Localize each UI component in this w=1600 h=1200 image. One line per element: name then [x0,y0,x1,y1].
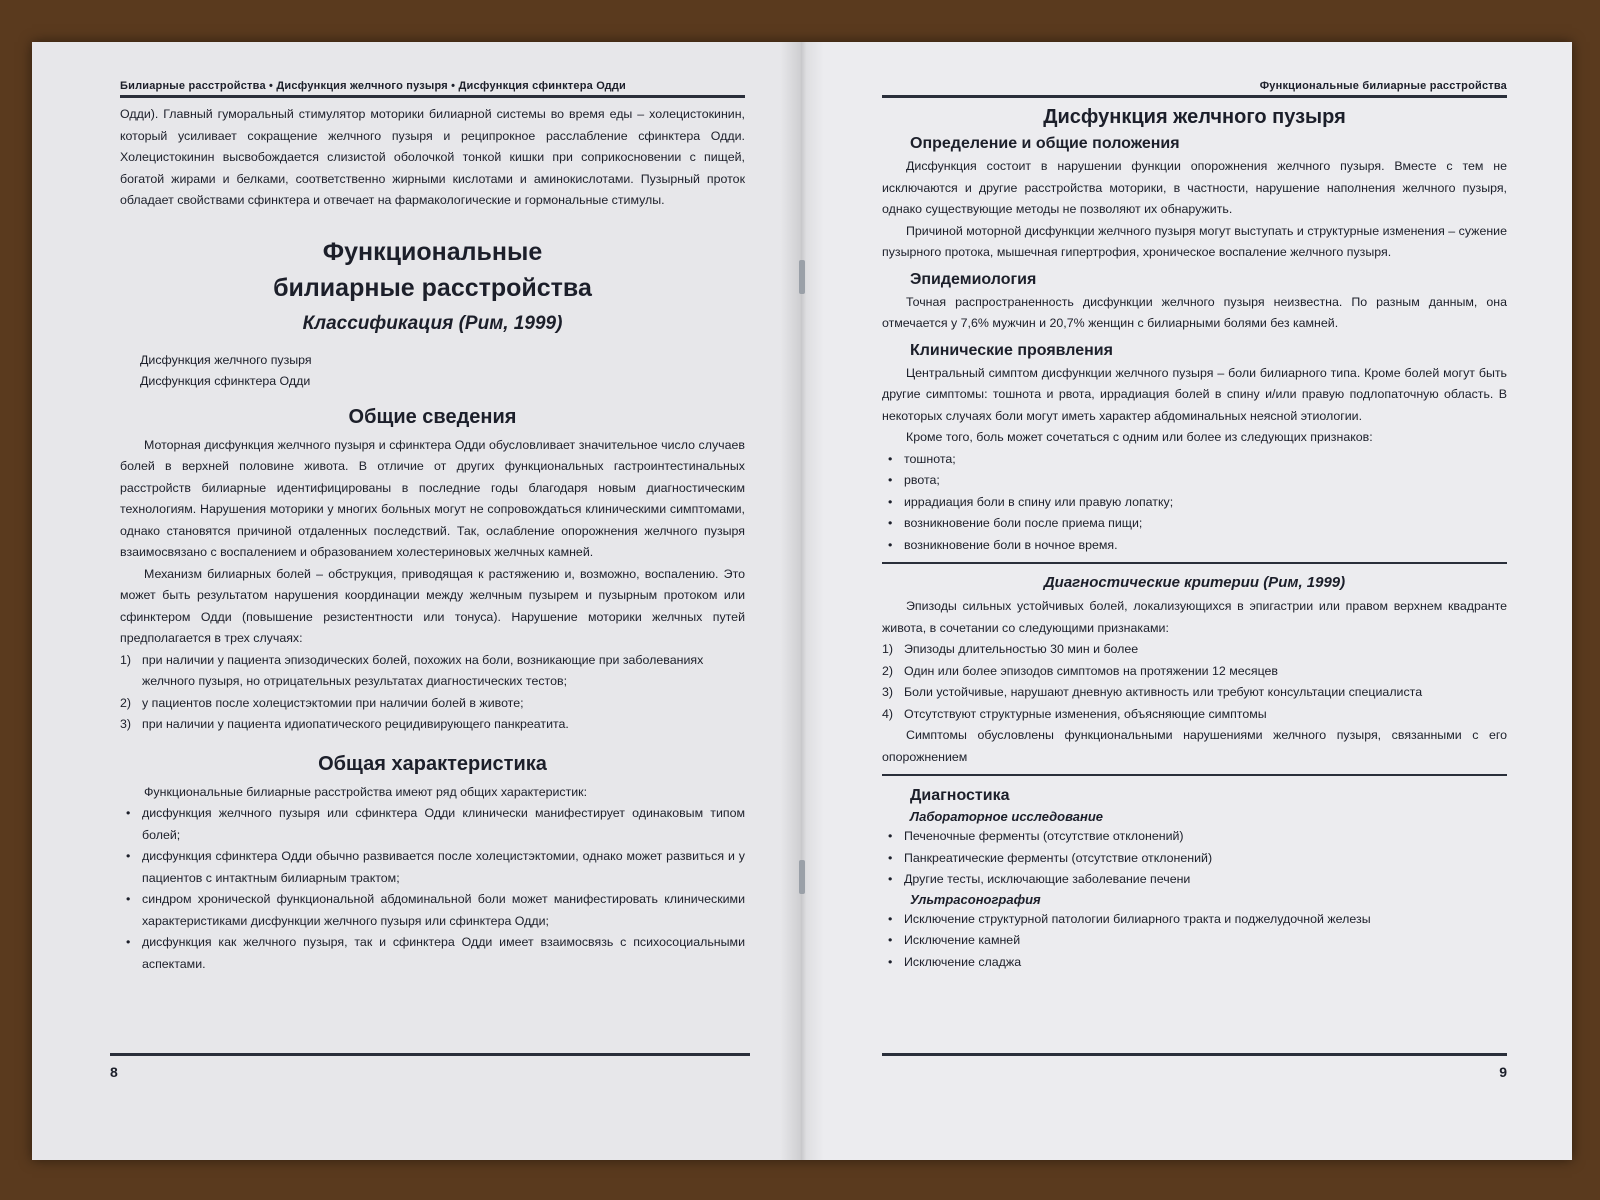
criteria-title: Диагностические критерии (Рим, 1999) [1043,574,1346,591]
item-text: Боли устойчивые, нарушают дневную активность или требуют консультации специалиста [904,685,1423,699]
item-text: у пациентов после холецистэктомии при наличии болей в животе; [142,695,524,710]
section-title-general: Общие сведения [348,405,517,428]
paragraph: Дисфункция состоит в нарушении функции опорожнения желчного пузыря. Вместе с тем не исключаются и другие расстройства моторики, в частности, нарушение наполнения желчного пузыря, однако существующие методы не позволяют их обнаружить. [882,159,1507,216]
list-item: Дисфункция сфинктера Одди [140,374,311,388]
running-head: Билиарные расстройства • Дисфункция желчного пузыря • Дисфункция сфинктера Одди [120,80,745,98]
section-title-definition: Определение и общие положения [910,135,1180,152]
list-item [120,693,745,715]
list-item: • синдром хронической функциональной абдоминальной боли может манифестировать клиническими характеристиками дисфункции желчного пузыря или сфинктера Одди; [120,889,745,932]
item-text: Один или более эпизодов симптомов на протяжении 12 месяцев [904,663,1279,678]
paragraph: Функциональные билиарные расстройства имеют ряд общих характеристик: [144,784,588,799]
left-footer [110,1053,750,1078]
numbered-list [882,639,1507,725]
right-page-content [882,80,1507,973]
list-item: • дисфункция сфинктера Одди обычно развивается после холецистэктомии, однако может развиться и у пациентов с интактным билиарным трактом; [120,846,745,889]
running-head: Функциональные билиарные расстройства [882,80,1507,98]
list-item: • дисфункция желчного пузыря или сфинктера Одди клинически манифестирует одинаковым типом болей; [120,803,745,846]
paragraph: Симптомы обусловлены функциональными нарушениями желчного пузыря, связанными с его опорожнением [882,728,1507,764]
section-title-characteristics: Общая характеристика [318,752,547,775]
list-item: Дисфункция желчного пузыря [140,352,312,367]
item-text: при наличии у пациента эпизодических болей, похожих на боли, возникающие при заболеваниях желчного пузыря, но отрицательных результатах диагностических тестов; [142,652,704,688]
item-number: 1) [120,652,132,667]
item-text: Отсутствуют структурные изменения, объясняющие симптомы [904,706,1267,721]
section-title-clinical: Клинические проявления [910,341,1113,359]
divider [882,562,1507,564]
chapter-title-line1: Функциональные [322,237,543,266]
item-number: 3) [882,685,894,699]
list-item [882,661,1507,683]
list-item [120,714,745,736]
item-number: 3) [120,717,132,731]
list-item [882,639,1507,661]
list-item: • дисфункция как желчного пузыря, так и сфинктера Одди имеет взаимосвязь с психосоциальными аспектами. [120,932,745,975]
list-item [120,650,745,693]
item-number: 2) [120,695,132,710]
subsection-title-lab: Лабораторное исследование [910,809,1104,824]
list-item: • иррадиация боли в спину или правую лопатку; [882,492,1507,514]
list-item: • Печеночные ферменты (отсутствие отклонений) [882,826,1507,848]
bullet-list [882,449,1507,557]
list-item: • Исключение сладжа [882,952,1507,974]
list-item [882,704,1507,726]
list-item: • возникновение боли после приема пищи; [882,513,1507,535]
booklet-spread [32,42,1572,1160]
item-number: 1) [882,642,894,656]
page-number: 8 [110,1064,118,1080]
bullet-list [882,826,1507,891]
left-page [32,42,802,1160]
left-page-content [120,80,745,975]
intro-paragraph: Одди). Главный гуморальный стимулятор моторики билиарной системы во время еды – холецистокинин, который усиливает сокращение желчного пузыря и реципрокное расслабление сфинктера Одди. Холецистокинин высвобождается слизистой оболочкой тонкой кишки при соприкосновении с пищей, богатой жирами и белками, соответственно жирными кислотами и аминокислотами. Пузырный проток обладает свойствами сфинктера и отвечает на фармакологические и гормональные стимулы. [120,107,745,207]
list-item: • тошнота; [882,449,1507,471]
right-page [802,42,1572,1160]
page-title: Дисфункция желчного пузыря [1043,106,1346,128]
list-item: • Панкреатические ферменты (отсутствие отклонений) [882,848,1507,870]
staple-bottom [799,860,805,894]
paragraph: Точная распространенность дисфункции желчного пузыря неизвестна. По разным данным, она отмечается у 7,6% мужчин и 20,7% женщин с билиарными болями без камней. [882,294,1507,330]
list-item: • возникновение боли в ночное время. [882,535,1507,557]
list-item: • Исключение камней [882,930,1507,952]
item-number: 4) [882,706,894,721]
paragraph: Механизм билиарных болей – обструкция, приводящая к растяжению и, возможно, воспалению. Это может быть результатом нарушения координации между желчным пузырем и пузырным протоком или сфинктером Одди (повышение резистентности или тонуса). Нарушение моторики желчных путей предполагается в трех случаях: [120,566,745,645]
item-number: 2) [882,663,894,678]
classification-list [140,350,745,393]
numbered-list [120,650,745,736]
list-item: • рвота; [882,470,1507,492]
list-item: • Исключение структурной патологии билиарного тракта и поджелудочной железы [882,909,1507,931]
classification-title: Классификация (Рим, 1999) [302,312,563,334]
section-title-diagnostics: Диагностика [910,787,1010,804]
paragraph: Кроме того, боль может сочетаться с одним или более из следующих признаков: [906,430,1373,444]
staple-top [799,260,805,294]
list-item [882,682,1507,704]
bullet-list [120,803,745,975]
paragraph: Причиной моторной дисфункции желчного пузыря могут выступать и структурные изменения – сужение пузырного протока, мышечная гипертрофия, хроническое воспаление желчного пузыря. [882,223,1507,259]
list-item: • Другие тесты, исключающие заболевание печени [882,869,1507,891]
item-text: Эпизоды длительностью 30 мин и более [904,642,1139,656]
divider [882,774,1507,776]
chapter-title-line2: билиарные расстройства [273,273,592,302]
paragraph: Центральный симптом дисфункции желчного пузыря – боли билиарного типа. Кроме болей могут быть другие симптомы: тошнота и рвота, иррадиация болей в спину и/или правую подлопаточную область. В некоторых случаях боли могут иметь характер абдоминальных неясной этиологии. [882,365,1507,423]
subsection-title-ultrasound: Ультрасонография [910,891,1041,907]
page-number: 9 [1499,1064,1507,1080]
paragraph: Моторная дисфункция желчного пузыря и сфинктера Одди обусловливает значительное число случаев болей в верхней половине живота. В отличие от других функциональных гастроинтестинальных расстройств билиарные идентифицированы в последние годы благодаря новым диагностическим технологиям. Нарушения моторики у многих больных могут не сопровождаться клиническими симптомами, однако становятся причиной отдаленных последствий. Так, ослабление опорожнения желчного пузыря взаимосвязано с воспалением и образованием холестериновых желчных камней. [120,437,745,559]
item-text: при наличии у пациента идиопатического рецидивирующего панкреатита. [142,717,569,731]
paragraph: Эпизоды сильных устойчивых болей, локализующихся в эпигастрии или правом верхнем квадранте живота, в сочетании со следующими признаками: [882,599,1507,635]
bullet-list [882,909,1507,974]
right-footer [882,1053,1507,1078]
chapter-title [120,234,745,306]
book-gutter [780,42,824,1160]
section-title-epidemiology: Эпидемиология [910,270,1037,288]
